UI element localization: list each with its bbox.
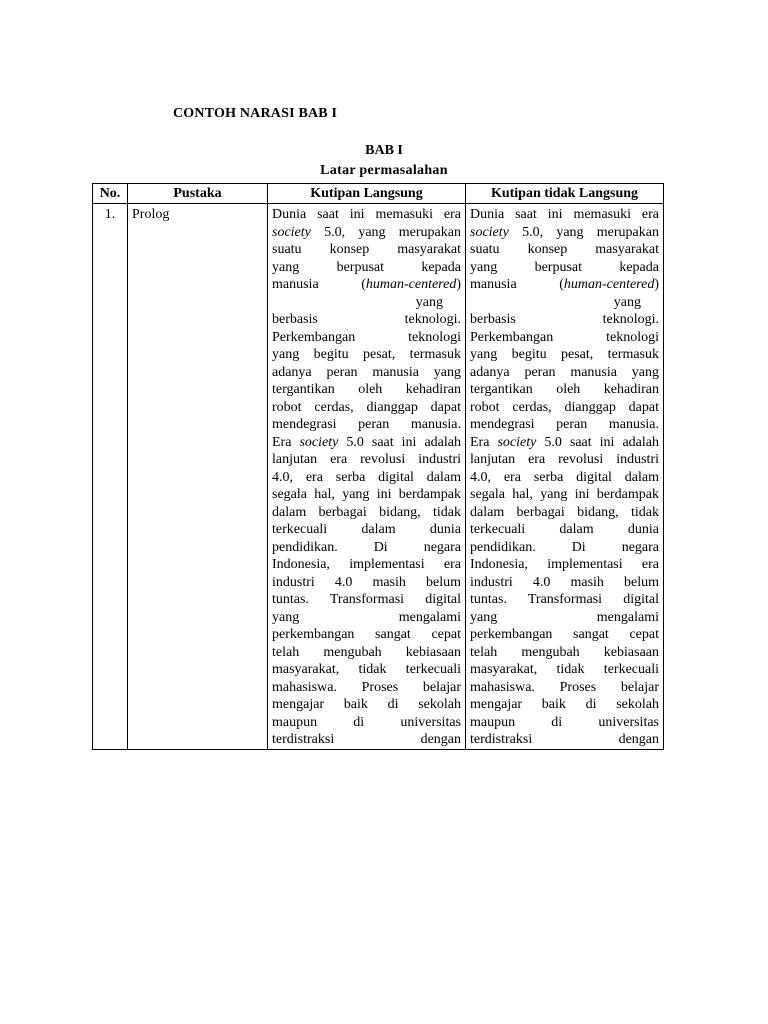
text-line: Era society 5.0 saat ini adalah	[470, 434, 659, 450]
text-line: society 5.0, yang merupakan	[272, 224, 461, 240]
text-line: berbasis teknologi.	[470, 312, 659, 327]
text-line: tergantikan oleh kehadiran	[272, 382, 461, 397]
text-line: mendegrasi peran manusia.	[470, 417, 659, 432]
chapter-subtitle: Latar permasalahan	[320, 163, 448, 178]
text-line: manusia (human-centered)	[470, 277, 659, 292]
text-line: terkecuali dalam dunia	[272, 522, 461, 537]
text-line: mengajar baik di sekolah	[272, 697, 461, 712]
citation-table	[92, 183, 664, 750]
cell-kutipan-tidak-langsung	[466, 204, 664, 750]
text-line: society 5.0, yang merupakan	[470, 224, 659, 240]
cell-kutipan-langsung	[268, 204, 466, 750]
text-line: tuntas. Transformasi digital	[272, 592, 461, 607]
text-line: pendidikan. Di negara	[470, 539, 659, 555]
text-line: perkembangan sangat cepat	[272, 627, 461, 642]
text-line: suatu konsep masyarakat	[272, 242, 461, 257]
text-line: masyarakat, tidak terkecuali	[470, 662, 659, 677]
header-no: No.	[93, 184, 128, 204]
text-line: mengajar baik di sekolah	[470, 697, 659, 712]
text-line: 4.0, era serba digital dalam	[470, 469, 659, 485]
text-line: adanya peran manusia yang	[470, 364, 659, 380]
text-line: Era society 5.0 saat ini adalah	[272, 434, 461, 450]
document-heading: CONTOH NARASI BAB I	[173, 106, 338, 121]
text-line: manusia (human-centered)	[272, 277, 461, 292]
text-line: terdistraksi dengan	[272, 732, 461, 747]
text-line: Indonesia, implementasi era	[272, 557, 461, 572]
cell-pustaka: Prolog	[128, 204, 268, 750]
header-pustaka: Pustaka	[128, 184, 268, 204]
text-line: robot cerdas, dianggap dapat	[272, 399, 461, 415]
text-line: Perkembangan teknologi	[470, 329, 659, 345]
kutipan-tidak-langsung-text	[470, 206, 659, 749]
text-line: maupun di universitas	[272, 714, 461, 730]
text-line: industri 4.0 masih belum	[272, 574, 461, 590]
text-line: yang mengalami	[470, 609, 659, 625]
chapter-title: BAB I	[365, 143, 403, 158]
text-line: masyarakat, tidak terkecuali	[272, 662, 461, 677]
text-line: robot cerdas, dianggap dapat	[470, 399, 659, 415]
text-line: segala hal, yang ini berdampak	[272, 487, 461, 502]
text-line: yang berpusat kepada	[272, 259, 461, 275]
text-line: adanya peran manusia yang	[272, 364, 461, 380]
text-line: perkembangan sangat cepat	[470, 627, 659, 642]
text-line: dalam berbagai bidang, tidak	[272, 504, 461, 520]
text-line: maupun di universitas	[470, 714, 659, 730]
text-line: mahasiswa. Proses belajar	[272, 679, 461, 695]
text-line: berbasis teknologi.	[272, 312, 461, 327]
text-line: terdistraksi dengan	[470, 732, 659, 747]
text-line: 4.0, era serba digital dalam	[272, 469, 461, 485]
text-line: pendidikan. Di negara	[272, 539, 461, 555]
text-line: Indonesia, implementasi era	[470, 557, 659, 572]
text-line: Perkembangan teknologi	[272, 329, 461, 345]
text-line: yang begitu pesat, termasuk	[272, 347, 461, 362]
text-line: yang berpusat kepada	[470, 259, 659, 275]
text-line: industri 4.0 masih belum	[470, 574, 659, 590]
text-line: yang	[613, 294, 641, 310]
text-line: Dunia saat ini memasuki era	[272, 207, 461, 222]
text-line: telah mengubah kebiasaan	[470, 644, 659, 660]
text-line: dalam berbagai bidang, tidak	[470, 504, 659, 520]
table-header-row	[93, 184, 664, 204]
text-line: mendegrasi peran manusia.	[272, 417, 461, 432]
header-kutipan-langsung: Kutipan Langsung	[268, 184, 466, 204]
text-line: Dunia saat ini memasuki era	[470, 207, 659, 222]
header-kutipan-tidak-langsung: Kutipan tidak Langsung	[466, 184, 664, 204]
text-line: tergantikan oleh kehadiran	[470, 382, 659, 397]
text-line: yang begitu pesat, termasuk	[470, 347, 659, 362]
text-line: mahasiswa. Proses belajar	[470, 679, 659, 695]
cell-no: 1.	[93, 204, 128, 750]
kutipan-langsung-text	[272, 206, 461, 749]
text-line: lanjutan era revolusi industri	[272, 452, 461, 467]
text-line: telah mengubah kebiasaan	[272, 644, 461, 660]
text-line: tuntas. Transformasi digital	[470, 592, 659, 607]
text-line: terkecuali dalam dunia	[470, 522, 659, 537]
text-line: lanjutan era revolusi industri	[470, 452, 659, 467]
text-line: suatu konsep masyarakat	[470, 242, 659, 257]
text-line: segala hal, yang ini berdampak	[470, 487, 659, 502]
text-line: yang mengalami	[272, 609, 461, 625]
table-row	[93, 204, 664, 750]
text-line: yang	[415, 294, 443, 310]
